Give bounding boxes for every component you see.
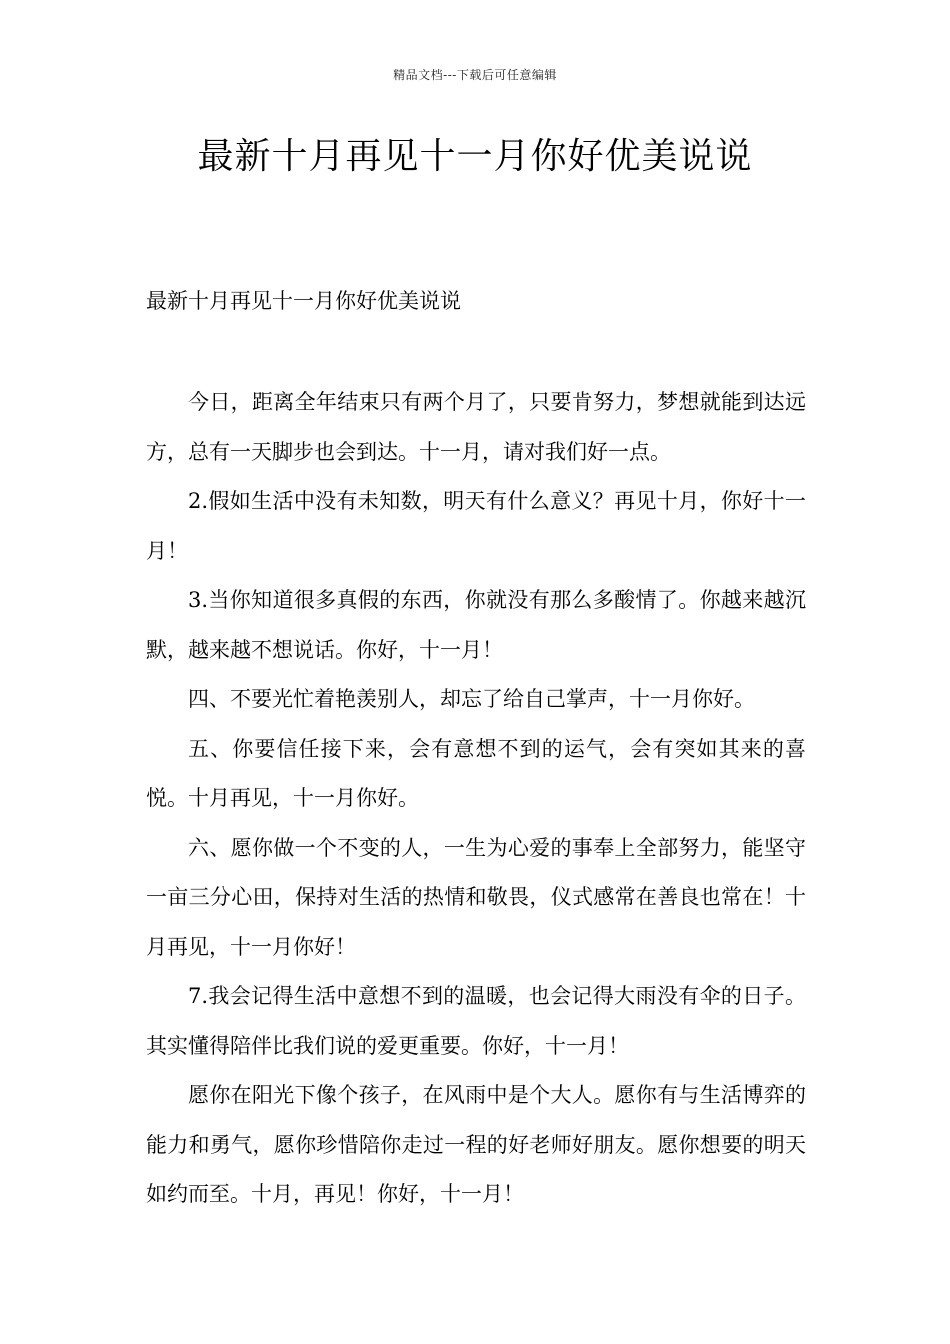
paragraph-3: 3.当你知道很多真假的东西，你就没有那么多酸情了。你越来越沉默，越来越不想说话。你好，十一月！ — [146, 588, 806, 662]
document-title: 最新十月再见十一月你好优美说说 — [197, 136, 753, 177]
document-body — [146, 378, 806, 1220]
paragraph-8: 愿你在阳光下像个孩子，在风雨中是个大人。愿你有与生活博弈的能力和勇气，愿你珍惜陪你走过一程的好老师好朋友。愿你想要的明天如约而至。十月，再见！你好，十一月！ — [146, 1083, 806, 1206]
page-header: 精品文档---下载后可任意编辑 — [393, 68, 557, 82]
paragraph-4: 四、不要光忙着艳羡别人，却忘了给自己掌声，十一月你好。 — [188, 687, 755, 711]
document-subtitle: 最新十月再见十一月你好优美说说 — [146, 289, 461, 313]
paragraph-6: 六、愿你做一个不变的人，一生为心爱的事奉上全部努力，能坚守一亩三分心田，保持对生活的热情和敬畏，仪式感常在善良也常在！十月再见，十一月你好！ — [146, 835, 806, 959]
paragraph-1: 今日，距离全年结束只有两个月了，只要肯努力，梦想就能到达远方，总有一天脚步也会到达。十一月，请对我们好一点。 — [146, 390, 806, 464]
paragraph-5: 五、你要信任接下来，会有意想不到的运气，会有突如其来的喜悦。十月再见，十一月你好。 — [146, 736, 806, 810]
paragraph-7: 7.我会记得生活中意想不到的温暖，也会记得大雨没有伞的日子。其实懂得陪伴比我们说的爱更重要。你好，十一月！ — [146, 984, 806, 1058]
paragraph-2: 2.假如生活中没有未知数，明天有什么意义？再见十月，你好十一月！ — [146, 489, 806, 563]
